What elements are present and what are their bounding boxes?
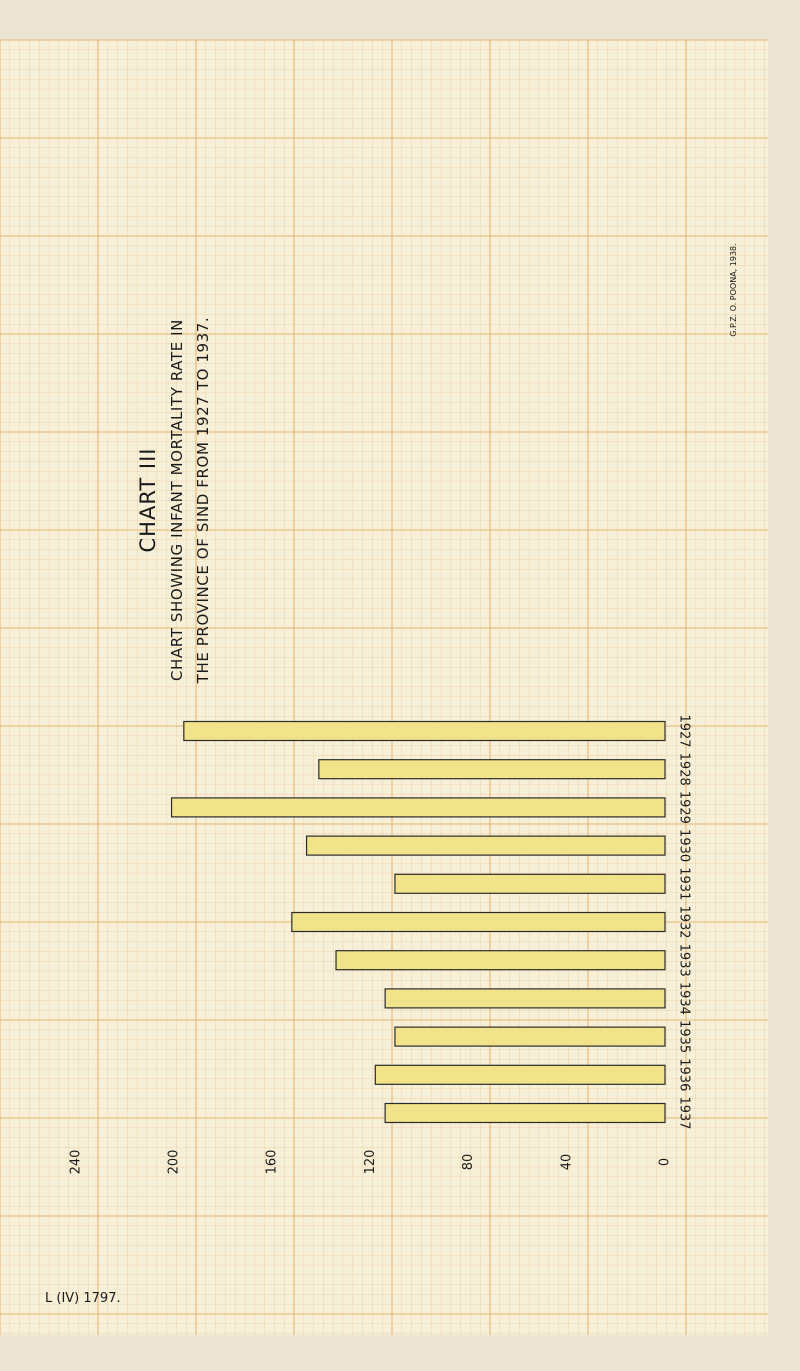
year-labels: [677, 714, 692, 1129]
axis-tick-120: 120: [362, 1149, 378, 1175]
bar-1933: [336, 951, 665, 970]
axis-tick-200: 200: [166, 1149, 182, 1175]
bar-1931: [395, 874, 665, 893]
axis-tick-160: 160: [264, 1149, 280, 1175]
bar-1930: [307, 836, 665, 855]
bar-1928: [319, 760, 665, 779]
axis-tick-0: 0: [657, 1157, 673, 1167]
bar-1934: [385, 989, 665, 1008]
chart-label: CHART III: [136, 447, 160, 553]
graph-paper: [0, 40, 768, 1335]
year-label-1937: 1937: [676, 1096, 692, 1130]
bar-1935: [395, 1027, 665, 1046]
printer-note: G.P.Z. O. POONA, 1938.: [729, 243, 738, 337]
year-label-1927: 1927: [676, 714, 692, 748]
axis-tick-40: 40: [559, 1153, 575, 1171]
reference-label: L (IV) 1797.: [45, 1291, 121, 1306]
year-label-1930: 1930: [676, 829, 692, 863]
year-label-1931: 1931: [676, 867, 692, 901]
bar-1936: [375, 1065, 665, 1084]
year-label-1929: 1929: [676, 790, 692, 824]
year-label-1934: 1934: [676, 981, 692, 1015]
bar-1932: [292, 913, 665, 932]
axis-tick-240: 240: [68, 1149, 84, 1175]
year-label-1935: 1935: [676, 1020, 692, 1054]
axis-tick-80: 80: [461, 1153, 477, 1171]
chart-title-line-1: CHART SHOWING INFANT MORTALITY RATE IN: [168, 318, 186, 682]
year-label-1932: 1932: [676, 905, 692, 939]
bar-1929: [172, 798, 665, 817]
bar-1937: [385, 1104, 665, 1123]
year-label-1928: 1928: [676, 752, 692, 786]
bar-1927: [184, 722, 665, 741]
chart-title-line-2: THE PROVINCE OF SIND FROM 1927 TO 1937.: [194, 316, 212, 684]
year-label-1936: 1936: [676, 1058, 692, 1092]
year-label-1933: 1933: [676, 943, 692, 977]
